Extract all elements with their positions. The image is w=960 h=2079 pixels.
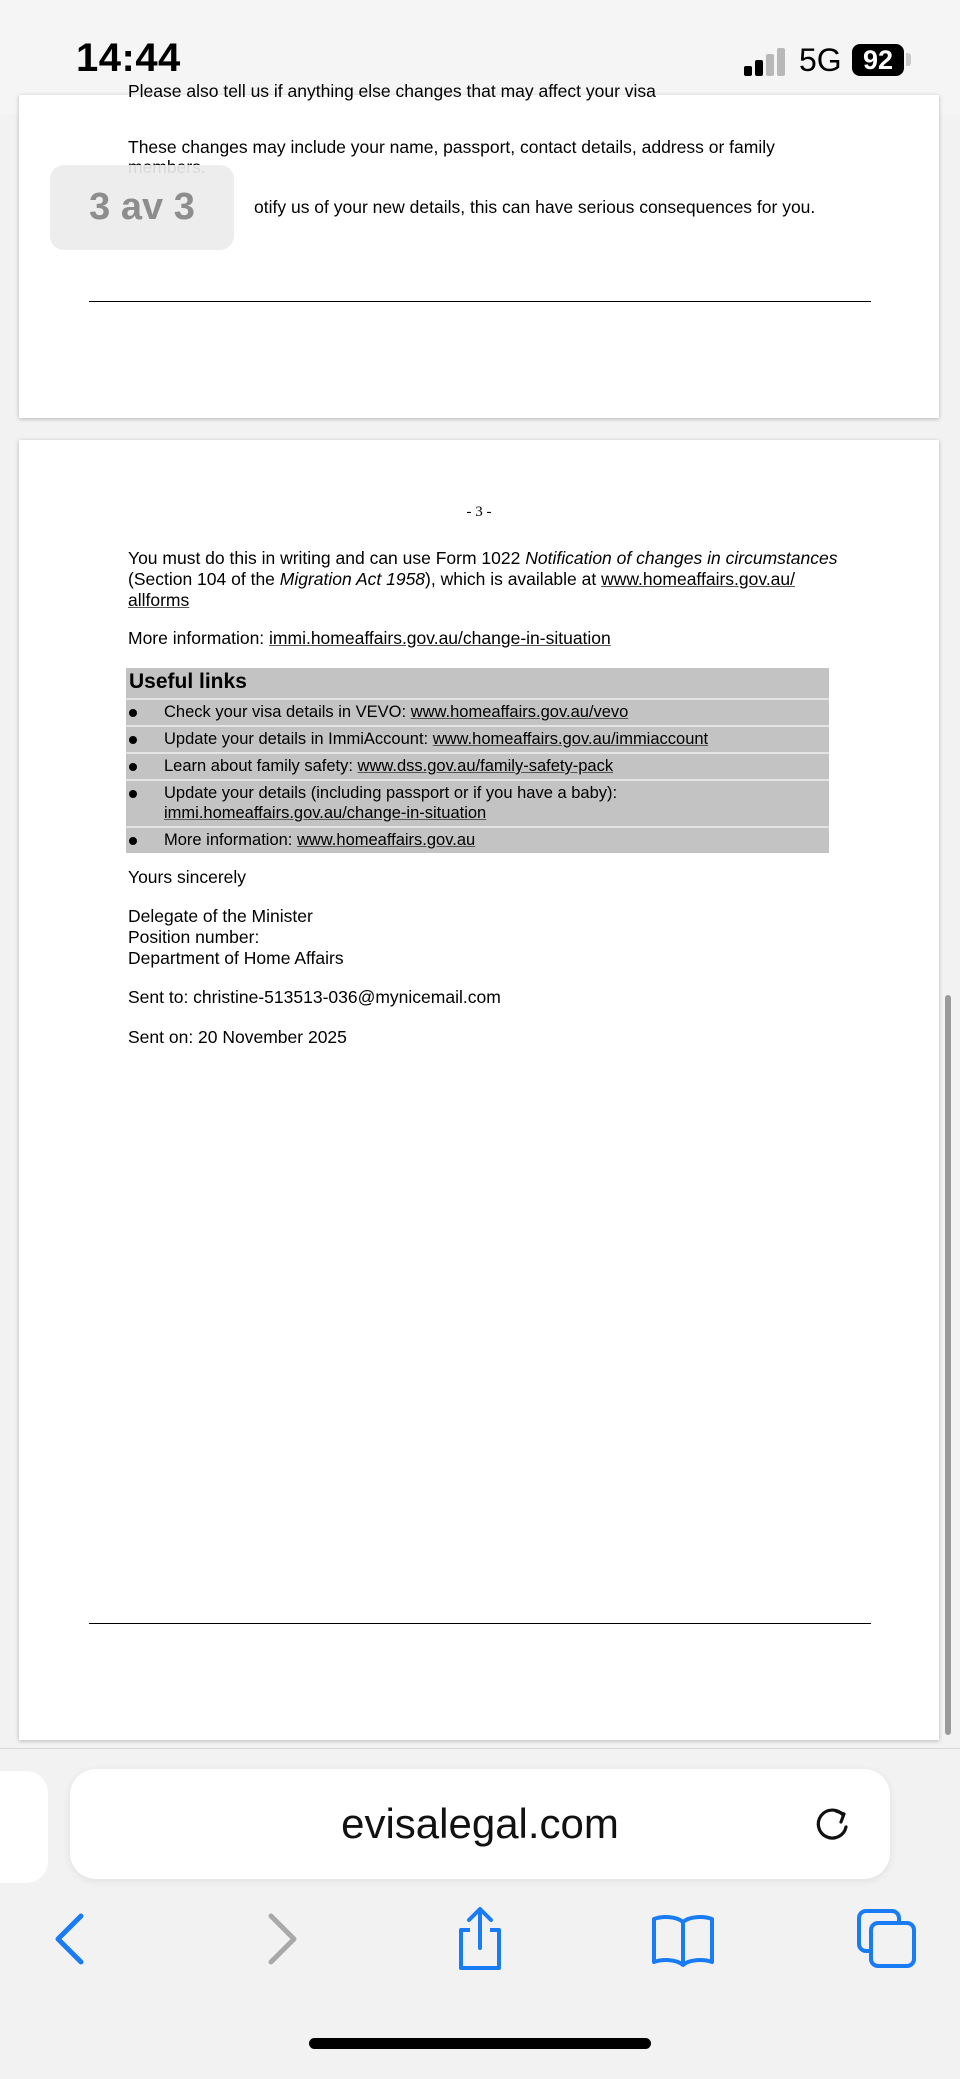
home-indicator [309,2038,651,2049]
address-bar[interactable] [70,1769,890,1879]
more-info-label: More information: [128,628,270,648]
family-safety-link[interactable]: www.dss.gov.au/family-safety-pack [357,757,614,775]
para-text: ), which is available at [425,569,602,589]
useful-links-title: Useful links [129,670,247,693]
browser-toolbar [0,1748,960,2079]
immiaccount-link[interactable]: www.homeaffairs.gov.au/immiaccount [432,730,709,748]
signature-line: Department of Home Affairs [128,948,344,968]
battery-icon: 92 [852,44,904,76]
list-item-text: Check your visa details in VEVO: [164,703,411,721]
consequences-text: otify us of your new details, this can have serious consequences for you. [254,197,816,217]
list-item [126,725,829,752]
bullet-icon [129,837,137,845]
list-item-text: Update your details (including passport or if you have a baby): [164,784,618,802]
signature-block [128,906,868,969]
book-icon[interactable] [648,1904,718,1974]
list-item [126,698,829,725]
bullet-icon [129,763,137,771]
list-item [126,752,829,779]
list-item-text: More information: [164,831,297,849]
clipped-text-line [128,159,728,164]
share-icon[interactable] [445,1904,515,1974]
page-indicator: 3 av 3 [50,165,234,250]
list-item-text: Learn about family safety: [164,757,358,775]
status-time: 14:44 [76,36,181,80]
allforms-link[interactable]: www.homeaffairs.gov.au/ [601,569,796,589]
signature-line: Delegate of the Minister [128,906,313,926]
footer-rule [89,1623,871,1624]
changes-text: These changes may include your name, passport, contact details, address or family [128,137,775,157]
footer-rule [89,301,871,302]
homeaffairs-link[interactable]: www.homeaffairs.gov.au [296,831,476,849]
para-text: You must do this in writing and can use Form 1022 [128,548,526,568]
sent-on: Sent on: 20 November 2025 [128,1027,347,1047]
bullet-icon [129,790,137,798]
previous-tab-preview[interactable] [0,1771,48,1883]
url-text[interactable]: evisalegal.com [341,1800,619,1847]
change-in-situation-link[interactable]: immi.homeaffairs.gov.au/change-in-situation [269,628,611,648]
allforms-link-cont[interactable]: allforms [128,590,190,610]
tabs-icon[interactable] [852,1904,922,1974]
reload-icon[interactable] [810,1802,854,1846]
more-information-line [128,628,868,649]
clipped-text-line: Please also tell us if anything else changes that may affect your visa [128,81,656,101]
pdf-page-2 [19,81,939,418]
vevo-link[interactable]: www.homeaffairs.gov.au/vevo [410,703,629,721]
back-chevron-icon[interactable] [37,1904,107,1974]
update-details-link[interactable]: immi.homeaffairs.gov.au/change-in-situation [164,804,487,822]
sent-to: Sent to: christine-513513-036@mynicemail.com [128,987,501,1007]
page-number: - 3 - [466,504,492,520]
list-item [126,826,829,853]
bullet-icon [129,709,137,717]
form-1022-paragraph [128,548,868,611]
forward-chevron-icon[interactable] [245,1904,315,1974]
network-type: 5G [799,42,842,78]
list-item-text: Update your details in ImmiAccount: [164,730,433,748]
cellular-signal-icon [742,46,786,76]
useful-links-box [126,668,829,853]
para-text: (Section 104 of the [128,569,280,589]
signature-line: Position number: [128,927,260,947]
closing: Yours sincerely [128,867,247,887]
battery-tip [906,53,911,66]
pdf-page-3 [19,440,939,1740]
act-title: Migration Act 1958 [279,569,426,589]
bullet-icon [129,736,137,744]
form-title: Notification of changes in circumstances [525,548,838,568]
list-item [126,779,829,826]
scrollbar[interactable] [945,995,951,1735]
